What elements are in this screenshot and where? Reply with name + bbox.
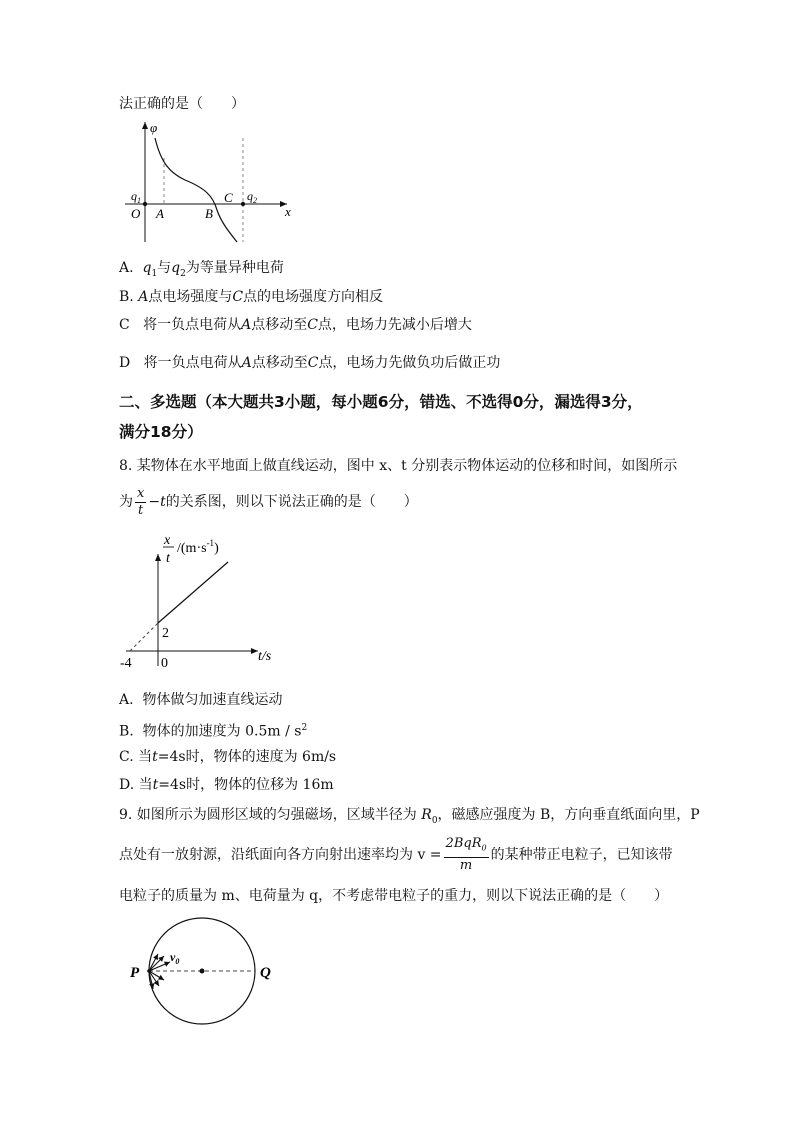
- q8-origin-label: 0: [161, 656, 168, 671]
- q7-C-label: C: [224, 190, 233, 205]
- q9-field-figure: [128, 916, 288, 1026]
- q8-ylabel-unit: $/(m\cdot s^{-1})$: [177, 538, 219, 556]
- q9-Q-label: Q: [260, 965, 271, 981]
- q7-option-c: C 将一负点电荷从A点移动至C点，电场力先减小后增大: [119, 317, 472, 333]
- q8-option-d: D. 当t=4s时，物体的位移为 16m: [119, 777, 334, 793]
- q7-O-label: O: [131, 206, 141, 221]
- q7-option-b: B. A点电场强度与C点的电场强度方向相反: [119, 289, 384, 305]
- q7-option-d: D 将一负点电荷从A点移动至C点，电场力先做负功后做正功: [119, 355, 501, 371]
- q7-q1-label: $q_1$: [131, 189, 141, 205]
- q8-ylabel-den: t: [166, 551, 170, 566]
- q7-A-label: A: [156, 206, 164, 221]
- q8-data-line: [158, 562, 228, 623]
- q9-center-dot: [200, 969, 205, 974]
- q9-v0-label: $v_0$: [170, 950, 180, 966]
- q8-option-b: B. 物体的加速度为 $0.5m / s^2$: [119, 723, 308, 740]
- q9-stem-line2: 点处有一放射源，沿纸面向各方向射出速率均为 v = $\frac{2BqR_0}{m}$ 的某种带正电粒子，已知该带: [119, 836, 673, 873]
- q8-xlabel: t/s: [258, 649, 272, 664]
- q8-y-tick-2: 2: [162, 626, 169, 641]
- q7-potential-figure: [125, 118, 305, 248]
- q7-stem-tail: 法正确的是（ ）: [119, 96, 245, 112]
- q7-B-label: B: [205, 206, 213, 221]
- q8-ylabel-num: x: [164, 533, 171, 548]
- q7-phi-label: φ: [150, 120, 158, 135]
- q8-xt-graph: [118, 530, 288, 670]
- q8-stem-line2: 为 $\frac{x}{t}$ −t的关系图，则以下说法正确的是（ ）: [119, 485, 418, 518]
- q8-x-tick-neg4: -4: [120, 656, 132, 671]
- q9-stem-line1: 9. 如图所示为圆形区域的匀强磁场，区域半径为 $R_0$，磁感应强度为 B，方向垂直纸面向里，P: [119, 807, 700, 826]
- q7-q2-label: $q_2$: [247, 189, 257, 205]
- q8-stem-line1: 8. 某物体在水平地面上做直线运动，图中 x、t 分别表示物体运动的位移和时间，如图所示: [119, 458, 678, 474]
- section2-heading-line2: 满分18分）: [119, 423, 203, 441]
- q9-stem-line3: 电粒子的质量为 m、电荷量为 q，不考虑带电粒子的重力，则以下说法正确的是（ ）: [119, 888, 669, 904]
- q8-option-c: C. 当t=4s时，物体的速度为 6m/s: [119, 749, 337, 765]
- q9-P-label: P: [130, 965, 140, 981]
- section2-heading-line1: 二、多选题（本大题共3小题，每小题6分，错选、不选得0分，漏选得3分，: [119, 393, 643, 411]
- q7-option-a: A. $q_1$与$q_2$为等量异种电荷: [119, 260, 284, 279]
- q8-option-a: A. 物体做匀加速直线运动: [119, 692, 283, 708]
- q8-extrapolation-dashed: [130, 623, 158, 651]
- q7-x-label: x: [285, 204, 291, 219]
